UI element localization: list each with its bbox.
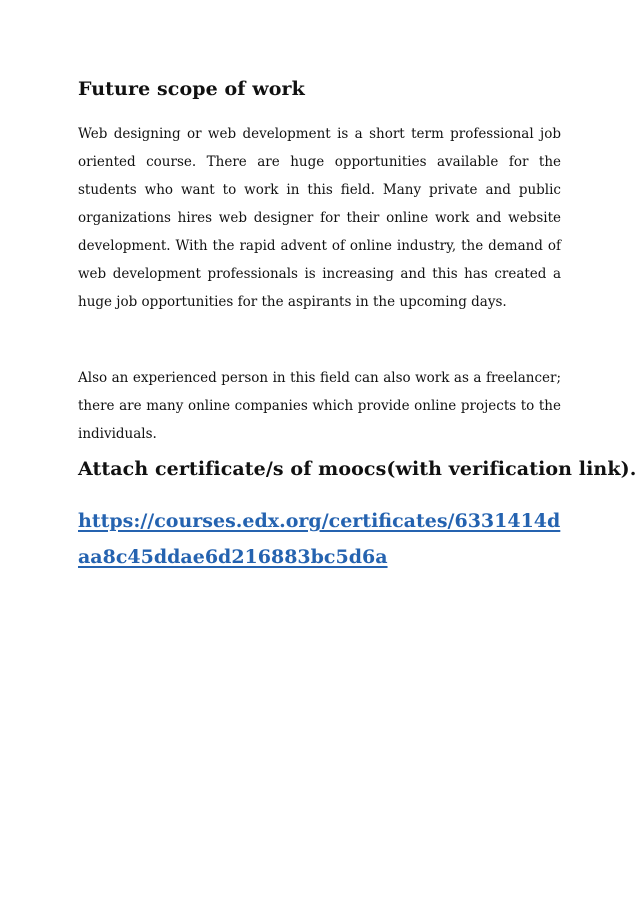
certificate-verification-link[interactable]: https://courses.edx.org/certificates/6331414daa8c45ddae6d216883bc5d6a xyxy=(78,510,561,568)
paragraph-future-scope: Web designing or web development is a short term professional job oriented course. There are huge opportunities available for the students who want to work in this field. Many private and public organizations hires web designer for their online work and website development. With the rapid advent of online industry, the demand of web development professionals is increasing and this has created a huge job opportunities for the aspirants in the upcoming days. xyxy=(78,126,561,310)
section-heading: Future scope of work xyxy=(78,78,305,100)
certificate-heading: Attach certificate/s of moocs(with verification link). xyxy=(78,458,637,480)
paragraph-freelancer: Also an experienced person in this field can also work as a freelancer; there are many online companies which provide online projects to the individuals. xyxy=(78,370,561,442)
